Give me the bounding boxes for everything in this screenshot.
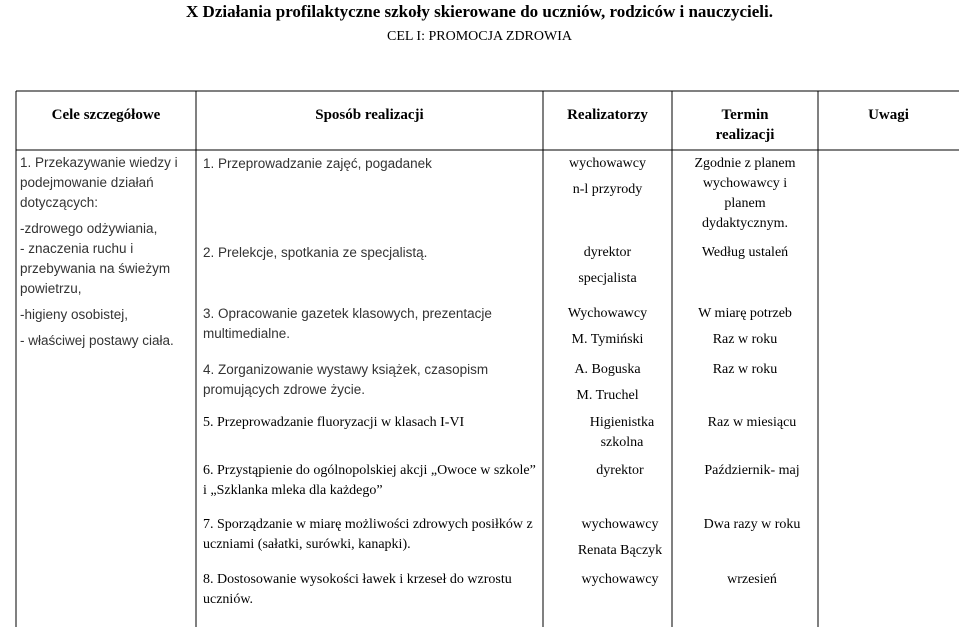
term-5: Raz w miesiącu <box>707 415 797 430</box>
goals-cell <box>20 153 192 351</box>
method-4: 4. Zorganizowanie wystawy książek, czasopism promujących zdrowe życie. <box>203 362 489 397</box>
realizer-1a: wychowawcy <box>569 156 646 171</box>
term-4: Raz w roku <box>712 362 778 377</box>
realizer-8: wychowawcy <box>581 572 659 587</box>
term-6: Październik- maj <box>704 463 800 478</box>
term-3b: Raz w roku <box>712 332 778 347</box>
realizer-6: dyrektor <box>596 463 644 478</box>
realizer-2b: specjalista <box>578 271 637 286</box>
goal-hygiene: -higieny osobistej, <box>20 307 129 322</box>
header-goals: Cele szczegółowe <box>51 107 161 123</box>
realizer-3a: Wychowawcy <box>567 306 648 321</box>
goal-nutrition: -zdrowego odżywiania, <box>20 221 158 236</box>
header-notes: Uwagi <box>868 107 909 123</box>
document-subtitle: CEL I: PROMOCJA ZDROWIA <box>387 29 572 44</box>
realizer-2a: dyrektor <box>583 245 632 260</box>
goal-intro: 1. Przekazywanie wiedzy i podejmowanie działań dotyczących: <box>20 155 178 210</box>
method-5: 5. Przeprowadzanie fluoryzacji w klasach I-VI <box>203 415 465 430</box>
header-method: Sposób realizacji <box>315 107 424 123</box>
realizer-4a: A. Boguska <box>574 362 641 377</box>
realizer-7b: Renata Bączyk <box>577 543 663 558</box>
term-7: Dwa razy w roku <box>703 517 801 532</box>
realizer-1b: n-l przyrody <box>572 182 643 197</box>
method-8: 8. Dostosowanie wysokości ławek i krzeseł do wzrostu uczniów. <box>203 572 512 607</box>
method-2: 2. Prelekcje, spotkania ze specjalistą. <box>203 245 428 260</box>
realizer-7a: wychowawcy <box>581 517 659 532</box>
term-8: wrzesień <box>727 572 777 587</box>
term-3a: W miarę potrzeb <box>698 306 792 321</box>
realizer-5: Higienistka szkolna <box>589 415 655 450</box>
term-1: Zgodnie z planem wychowawcy i planem dydaktycznym. <box>694 156 796 231</box>
realizer-4b: M. Truchel <box>576 388 639 403</box>
method-6: 6. Przystąpienie do ogólnopolskiej akcji „Owoce w szkole” i „Szklanka mleka dla każdego” <box>203 463 536 498</box>
goal-posture: - właściwej postawy ciała. <box>20 333 174 348</box>
method-3: 3. Opracowanie gazetek klasowych, prezentacje multimedialne. <box>203 306 492 341</box>
header-term: Termin realizacji <box>715 107 775 143</box>
method-1: 1. Przeprowadzanie zajęć, pogadanek <box>203 156 432 171</box>
realizer-3b: M. Tymiński <box>571 332 644 347</box>
goal-movement: - znaczenia ruchu i przebywania na świeżym powietrzu, <box>20 241 171 296</box>
method-7: 7. Sporządzanie w miarę możliwości zdrowych posiłków z uczniami (sałatki, surówki, kanapki). <box>203 517 533 552</box>
header-realizers: Realizatorzy <box>567 107 648 123</box>
term-2: Według ustaleń <box>701 245 789 260</box>
document-title: X Działania profilaktyczne szkoły skierowane do uczniów, rodziców i nauczycieli. <box>186 2 773 21</box>
